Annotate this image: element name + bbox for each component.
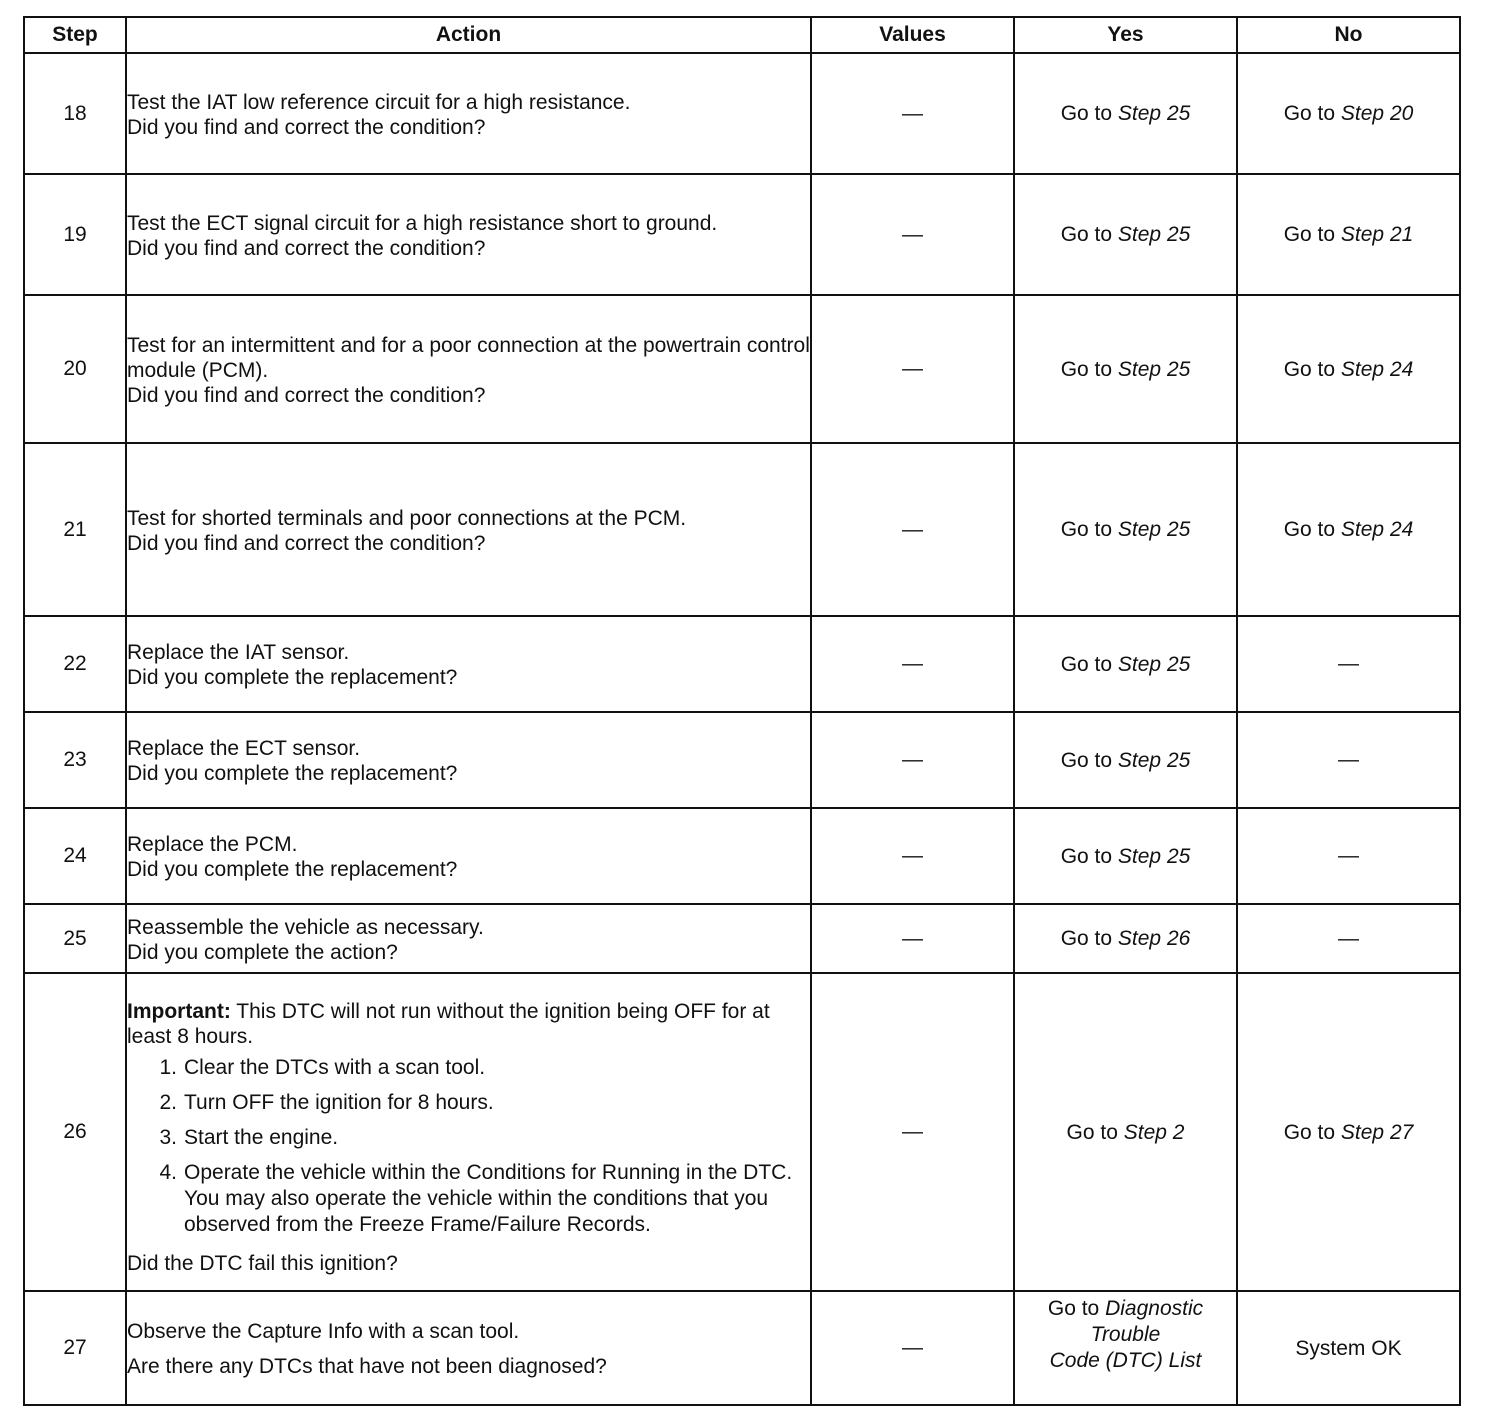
no-step-link[interactable]: Step 20	[1340, 102, 1414, 125]
table-row	[24, 973, 1460, 1291]
yes-step-link[interactable]: Step 25	[1117, 223, 1191, 246]
goto-label: Go to	[1283, 102, 1336, 125]
action-text: Test the IAT low reference circuit for a high resistance.	[127, 90, 631, 114]
substep-list	[127, 1055, 810, 1247]
header-no: No	[1237, 17, 1460, 53]
list-item: 4. Operate the vehicle within the Conditions for Running in the DTC. You may also operate the vehicle within the conditions that you observed from the Freeze Frame/Failure Records.	[159, 1160, 793, 1236]
step-number: 26	[24, 973, 126, 1291]
step-number: 27	[24, 1291, 126, 1405]
values-cell: —	[811, 808, 1014, 904]
goto-label: Go to	[1066, 1120, 1118, 1144]
action-question: Did you find and correct the condition?	[127, 115, 486, 139]
table-row	[24, 712, 1460, 808]
action-text: Observe the Capture Info with a scan tool.	[127, 1320, 520, 1343]
important-label: Important:	[127, 999, 231, 1023]
yes-step-link[interactable]: Step 25	[1117, 748, 1191, 772]
goto-label: Go to	[1060, 652, 1113, 676]
goto-label: Go to	[1060, 357, 1113, 381]
action-question: Did you find and correct the condition?	[127, 383, 486, 407]
table-row	[24, 443, 1460, 616]
action-question: Did you complete the replacement?	[127, 858, 458, 881]
values-cell: —	[811, 1291, 1014, 1405]
values-cell: —	[811, 616, 1014, 712]
diagnostic-table	[23, 16, 1461, 1406]
action-question: Did you find and correct the condition?	[127, 531, 486, 555]
goto-label: Go to	[1283, 1120, 1336, 1144]
list-item: 3. Start the engine.	[159, 1125, 339, 1149]
goto-label: Go to	[1283, 518, 1336, 541]
table-row	[24, 174, 1460, 295]
step-number: 25	[24, 904, 126, 973]
step-number: 18	[24, 53, 126, 174]
yes-step-link[interactable]: Step 25	[1117, 102, 1191, 125]
no-step-link[interactable]: Step 27	[1340, 1120, 1414, 1144]
table-row	[24, 904, 1460, 973]
yes-step-link[interactable]: Step 26	[1117, 927, 1191, 950]
header-values: Values	[811, 17, 1014, 53]
step-number: 19	[24, 174, 126, 295]
no-step-link[interactable]: Step 24	[1340, 518, 1414, 541]
important-text: This DTC will not run without the ignition being OFF for at least 8 hours.	[127, 999, 770, 1048]
action-text: Test the ECT signal circuit for a high resistance short to ground.	[127, 211, 718, 235]
table-row	[24, 808, 1460, 904]
no-cell: —	[1237, 904, 1460, 973]
values-cell: —	[811, 973, 1014, 1291]
goto-label: Go to	[1060, 223, 1113, 246]
table-row	[24, 295, 1460, 443]
header-step: Step	[24, 17, 126, 53]
goto-label: Go to	[1060, 518, 1113, 541]
goto-label: Go to	[1060, 748, 1113, 772]
yes-step-link[interactable]: Step 2	[1123, 1120, 1185, 1144]
values-cell: —	[811, 712, 1014, 808]
yes-step-link[interactable]: Step 25	[1117, 357, 1191, 381]
action-question: Did you complete the replacement?	[127, 666, 458, 689]
no-cell: —	[1237, 712, 1460, 808]
header-action: Action	[126, 17, 811, 53]
action-question: Are there any DTCs that have not been diagnosed?	[127, 1355, 607, 1378]
yes-step-link[interactable]: Step 25	[1117, 652, 1191, 676]
action-question: Did you complete the replacement?	[127, 762, 458, 785]
action-question: Did you find and correct the condition?	[127, 236, 486, 260]
dtc-list-link-line1[interactable]: Diagnostic	[1105, 1297, 1204, 1320]
dtc-list-link-line3[interactable]: Code (DTC) List	[1049, 1349, 1202, 1372]
important-note	[127, 999, 810, 1049]
step-number: 21	[24, 443, 126, 616]
table-header-row	[24, 17, 1460, 53]
values-cell: —	[811, 443, 1014, 616]
action-question: Did the DTC fail this ignition?	[127, 1251, 398, 1275]
no-cell	[1237, 1291, 1460, 1405]
step-number: 22	[24, 616, 126, 712]
step-number: 20	[24, 295, 126, 443]
no-cell: —	[1237, 808, 1460, 904]
values-cell: —	[811, 904, 1014, 973]
action-question: Did you complete the action?	[127, 940, 398, 964]
goto-label: Go to	[1060, 102, 1113, 125]
action-text: Test for an intermittent and for a poor connection at the powertrain control module (PCM).	[127, 333, 810, 382]
step-number: 24	[24, 808, 126, 904]
no-cell: —	[1237, 616, 1460, 712]
system-ok-text: System OK	[1295, 1336, 1402, 1360]
table-row	[24, 1291, 1460, 1405]
list-item: 2. Turn OFF the ignition for 8 hours.	[159, 1090, 494, 1114]
goto-label: Go to	[1283, 357, 1336, 381]
action-text: Replace the ECT sensor.	[127, 737, 361, 760]
list-item: 1. Clear the DTCs with a scan tool.	[159, 1055, 486, 1079]
no-step-link[interactable]: Step 21	[1340, 223, 1414, 246]
yes-step-link[interactable]: Step 25	[1117, 518, 1191, 541]
values-cell: —	[811, 174, 1014, 295]
yes-step-link[interactable]: Step 25	[1117, 844, 1191, 868]
action-text: Replace the IAT sensor.	[127, 641, 350, 664]
values-cell: —	[811, 53, 1014, 174]
dtc-list-link-line2[interactable]: Trouble	[1090, 1323, 1161, 1346]
header-yes: Yes	[1014, 17, 1237, 53]
goto-label: Go to	[1283, 223, 1336, 246]
goto-label: Go to	[1047, 1297, 1100, 1320]
action-text: Reassemble the vehicle as necessary.	[127, 915, 484, 939]
table-row	[24, 616, 1460, 712]
values-cell: —	[811, 295, 1014, 443]
step-number: 23	[24, 712, 126, 808]
no-step-link[interactable]: Step 24	[1340, 357, 1414, 381]
action-text: Replace the PCM.	[127, 833, 298, 856]
action-text: Test for shorted terminals and poor connections at the PCM.	[127, 506, 687, 530]
goto-label: Go to	[1060, 844, 1113, 868]
table-row	[24, 53, 1460, 174]
goto-label: Go to	[1060, 927, 1113, 950]
